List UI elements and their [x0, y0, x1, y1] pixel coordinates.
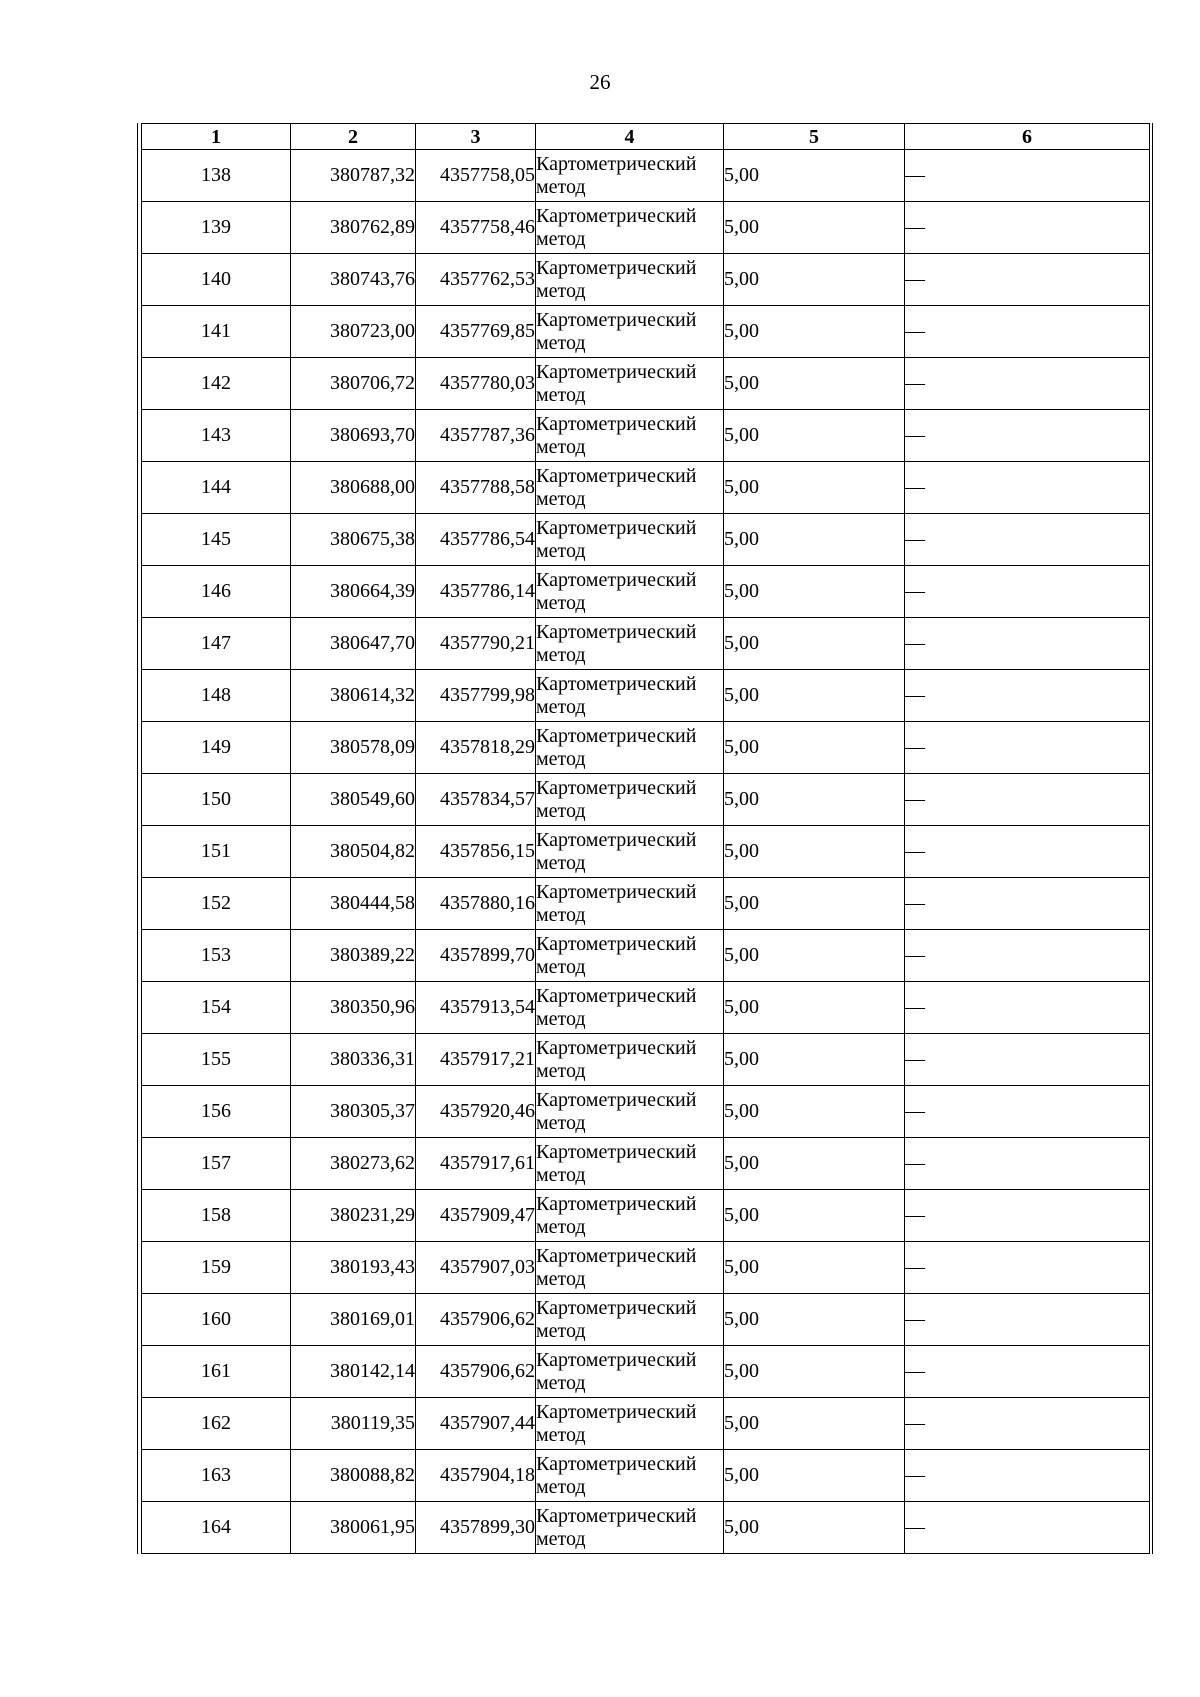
method-cell: [536, 462, 724, 514]
x-coordinate-cell: 380169,01: [291, 1294, 416, 1346]
accuracy-cell: 5,00: [724, 774, 905, 826]
point-number-cell: 143: [142, 410, 291, 462]
note-cell: —: [905, 150, 1150, 202]
method-line-1: Картометрический: [536, 360, 697, 383]
accuracy-cell: 5,00: [724, 826, 905, 878]
x-coordinate-cell: 380231,29: [291, 1190, 416, 1242]
note-cell: —: [905, 202, 1150, 254]
table-row: [142, 1346, 1150, 1398]
y-coordinate-cell: 4357904,18: [416, 1450, 536, 1502]
accuracy-cell: 5,00: [724, 514, 905, 566]
y-coordinate-cell: 4357786,14: [416, 566, 536, 618]
note-cell: —: [905, 410, 1150, 462]
y-coordinate-cell: 4357920,46: [416, 1086, 536, 1138]
point-number-cell: 142: [142, 358, 291, 410]
table-row: [142, 774, 1150, 826]
column-header-5: 5: [724, 124, 905, 150]
method-line-2: метод: [536, 903, 586, 926]
point-number-cell: 147: [142, 618, 291, 670]
x-coordinate-cell: 380193,43: [291, 1242, 416, 1294]
note-cell: —: [905, 1450, 1150, 1502]
note-cell: —: [905, 618, 1150, 670]
method-line-1: Картометрический: [536, 1244, 697, 1267]
table-row: [142, 722, 1150, 774]
table-row: [142, 254, 1150, 306]
point-number-cell: 160: [142, 1294, 291, 1346]
accuracy-cell: 5,00: [724, 878, 905, 930]
x-coordinate-cell: 380723,00: [291, 306, 416, 358]
accuracy-cell: 5,00: [724, 1450, 905, 1502]
method-line-2: метод: [536, 1267, 586, 1290]
accuracy-cell: 5,00: [724, 306, 905, 358]
x-coordinate-cell: 380647,70: [291, 618, 416, 670]
method-line-2: метод: [536, 1059, 586, 1082]
y-coordinate-cell: 4357913,54: [416, 982, 536, 1034]
point-number-cell: 155: [142, 1034, 291, 1086]
x-coordinate-cell: 380504,82: [291, 826, 416, 878]
x-coordinate-cell: 380688,00: [291, 462, 416, 514]
table-row: [142, 930, 1150, 982]
method-line-1: Картометрический: [536, 724, 697, 747]
method-line-2: метод: [536, 591, 586, 614]
note-cell: —: [905, 1086, 1150, 1138]
table-row: [142, 1190, 1150, 1242]
method-cell: [536, 1346, 724, 1398]
accuracy-cell: 5,00: [724, 1190, 905, 1242]
method-line-2: метод: [536, 1163, 586, 1186]
accuracy-cell: 5,00: [724, 1034, 905, 1086]
x-coordinate-cell: 380061,95: [291, 1502, 416, 1554]
method-line-2: метод: [536, 1215, 586, 1238]
y-coordinate-cell: 4357909,47: [416, 1190, 536, 1242]
method-line-2: метод: [536, 747, 586, 770]
y-coordinate-cell: 4357780,03: [416, 358, 536, 410]
x-coordinate-cell: 380088,82: [291, 1450, 416, 1502]
point-number-cell: 164: [142, 1502, 291, 1554]
table-header-row: [142, 124, 1150, 150]
method-cell: [536, 774, 724, 826]
x-coordinate-cell: 380350,96: [291, 982, 416, 1034]
method-line-1: Картометрический: [536, 880, 697, 903]
point-number-cell: 156: [142, 1086, 291, 1138]
method-line-2: метод: [536, 331, 586, 354]
x-coordinate-cell: 380549,60: [291, 774, 416, 826]
accuracy-cell: 5,00: [724, 1294, 905, 1346]
method-cell: [536, 826, 724, 878]
point-number-cell: 145: [142, 514, 291, 566]
note-cell: —: [905, 1398, 1150, 1450]
method-line-2: метод: [536, 695, 586, 718]
note-cell: —: [905, 982, 1150, 1034]
method-cell: [536, 514, 724, 566]
table-row: [142, 410, 1150, 462]
accuracy-cell: 5,00: [724, 462, 905, 514]
method-cell: [536, 1034, 724, 1086]
table-row: [142, 1502, 1150, 1554]
note-cell: —: [905, 514, 1150, 566]
method-line-1: Картометрический: [536, 1452, 697, 1475]
coordinates-table: [141, 123, 1150, 1554]
accuracy-cell: 5,00: [724, 566, 905, 618]
y-coordinate-cell: 4357907,44: [416, 1398, 536, 1450]
method-line-1: Картометрический: [536, 412, 697, 435]
point-number-cell: 150: [142, 774, 291, 826]
table-row: [142, 306, 1150, 358]
table-row: [142, 670, 1150, 722]
method-cell: [536, 358, 724, 410]
accuracy-cell: 5,00: [724, 670, 905, 722]
note-cell: —: [905, 1294, 1150, 1346]
point-number-cell: 153: [142, 930, 291, 982]
point-number-cell: 157: [142, 1138, 291, 1190]
table-row: [142, 1398, 1150, 1450]
method-line-1: Картометрический: [536, 152, 697, 175]
accuracy-cell: 5,00: [724, 1346, 905, 1398]
method-cell: [536, 930, 724, 982]
method-cell: [536, 306, 724, 358]
method-line-1: Картометрический: [536, 620, 697, 643]
y-coordinate-cell: 4357799,98: [416, 670, 536, 722]
x-coordinate-cell: 380119,35: [291, 1398, 416, 1450]
note-cell: —: [905, 254, 1150, 306]
point-number-cell: 162: [142, 1398, 291, 1450]
table-row: [142, 1242, 1150, 1294]
method-line-2: метод: [536, 279, 586, 302]
point-number-cell: 149: [142, 722, 291, 774]
table-row: [142, 202, 1150, 254]
method-cell: [536, 1294, 724, 1346]
table-row: [142, 1034, 1150, 1086]
method-line-2: метод: [536, 1371, 586, 1394]
method-cell: [536, 566, 724, 618]
accuracy-cell: 5,00: [724, 1086, 905, 1138]
column-header-2: 2: [291, 124, 416, 150]
method-line-2: метод: [536, 1423, 586, 1446]
note-cell: —: [905, 722, 1150, 774]
method-line-1: Картометрический: [536, 1400, 697, 1423]
method-cell: [536, 254, 724, 306]
method-line-1: Картометрический: [536, 1504, 697, 1527]
note-cell: —: [905, 774, 1150, 826]
point-number-cell: 158: [142, 1190, 291, 1242]
method-line-1: Картометрический: [536, 516, 697, 539]
note-cell: —: [905, 1190, 1150, 1242]
y-coordinate-cell: 4357818,29: [416, 722, 536, 774]
table-row: [142, 878, 1150, 930]
table-row: [142, 826, 1150, 878]
method-cell: [536, 670, 724, 722]
point-number-cell: 146: [142, 566, 291, 618]
method-cell: [536, 982, 724, 1034]
method-cell: [536, 618, 724, 670]
method-line-1: Картометрический: [536, 672, 697, 695]
point-number-cell: 144: [142, 462, 291, 514]
note-cell: —: [905, 566, 1150, 618]
accuracy-cell: 5,00: [724, 930, 905, 982]
method-cell: [536, 410, 724, 462]
method-line-2: метод: [536, 1007, 586, 1030]
method-line-1: Картометрический: [536, 828, 697, 851]
method-line-2: метод: [536, 643, 586, 666]
table-row: [142, 1450, 1150, 1502]
y-coordinate-cell: 4357790,21: [416, 618, 536, 670]
method-line-1: Картометрический: [536, 308, 697, 331]
table-row: [142, 150, 1150, 202]
note-cell: —: [905, 930, 1150, 982]
table-row: [142, 358, 1150, 410]
accuracy-cell: 5,00: [724, 1398, 905, 1450]
method-line-2: метод: [536, 1475, 586, 1498]
table-row: [142, 1138, 1150, 1190]
page-number: 26: [589, 70, 611, 94]
table-row: [142, 514, 1150, 566]
table-row: [142, 982, 1150, 1034]
column-header-1: 1: [142, 124, 291, 150]
x-coordinate-cell: 380743,76: [291, 254, 416, 306]
note-cell: —: [905, 1242, 1150, 1294]
method-line-2: метод: [536, 175, 586, 198]
point-number-cell: 163: [142, 1450, 291, 1502]
note-cell: —: [905, 1034, 1150, 1086]
method-line-1: Картометрический: [536, 1348, 697, 1371]
method-line-1: Картометрический: [536, 568, 697, 591]
note-cell: —: [905, 1346, 1150, 1398]
x-coordinate-cell: 380706,72: [291, 358, 416, 410]
point-number-cell: 152: [142, 878, 291, 930]
accuracy-cell: 5,00: [724, 618, 905, 670]
method-line-1: Картометрический: [536, 204, 697, 227]
note-cell: —: [905, 1502, 1150, 1554]
method-cell: [536, 202, 724, 254]
method-cell: [536, 1398, 724, 1450]
method-line-2: метод: [536, 799, 586, 822]
method-line-1: Картометрический: [536, 464, 697, 487]
method-line-2: метод: [536, 1111, 586, 1134]
point-number-cell: 151: [142, 826, 291, 878]
y-coordinate-cell: 4357758,46: [416, 202, 536, 254]
method-line-2: метод: [536, 851, 586, 874]
x-coordinate-cell: 380389,22: [291, 930, 416, 982]
y-coordinate-cell: 4357788,58: [416, 462, 536, 514]
accuracy-cell: 5,00: [724, 982, 905, 1034]
x-coordinate-cell: 380444,58: [291, 878, 416, 930]
y-coordinate-cell: 4357880,16: [416, 878, 536, 930]
table-row: [142, 1086, 1150, 1138]
coordinates-table-frame: [137, 123, 1153, 1554]
y-coordinate-cell: 4357769,85: [416, 306, 536, 358]
x-coordinate-cell: 380675,38: [291, 514, 416, 566]
accuracy-cell: 5,00: [724, 410, 905, 462]
x-coordinate-cell: 380762,89: [291, 202, 416, 254]
method-line-1: Картометрический: [536, 776, 697, 799]
table-row: [142, 618, 1150, 670]
accuracy-cell: 5,00: [724, 1242, 905, 1294]
y-coordinate-cell: 4357907,03: [416, 1242, 536, 1294]
method-line-2: метод: [536, 383, 586, 406]
method-line-1: Картометрический: [536, 1088, 697, 1111]
method-line-2: метод: [536, 1319, 586, 1342]
method-line-1: Картометрический: [536, 1192, 697, 1215]
x-coordinate-cell: 380664,39: [291, 566, 416, 618]
method-line-2: метод: [536, 487, 586, 510]
x-coordinate-cell: 380693,70: [291, 410, 416, 462]
method-cell: [536, 722, 724, 774]
note-cell: —: [905, 358, 1150, 410]
x-coordinate-cell: 380578,09: [291, 722, 416, 774]
point-number-cell: 140: [142, 254, 291, 306]
note-cell: —: [905, 1138, 1150, 1190]
column-header-6: 6: [905, 124, 1150, 150]
method-line-1: Картометрический: [536, 1036, 697, 1059]
point-number-cell: 139: [142, 202, 291, 254]
table-row: [142, 462, 1150, 514]
method-cell: [536, 1242, 724, 1294]
table-row: [142, 1294, 1150, 1346]
point-number-cell: 159: [142, 1242, 291, 1294]
y-coordinate-cell: 4357906,62: [416, 1346, 536, 1398]
method-cell: [536, 1086, 724, 1138]
table-body: [142, 150, 1150, 1554]
method-line-1: Картометрический: [536, 1296, 697, 1319]
accuracy-cell: 5,00: [724, 1502, 905, 1554]
method-line-2: метод: [536, 435, 586, 458]
method-cell: [536, 1190, 724, 1242]
method-line-1: Картометрический: [536, 932, 697, 955]
y-coordinate-cell: 4357786,54: [416, 514, 536, 566]
x-coordinate-cell: 380336,31: [291, 1034, 416, 1086]
x-coordinate-cell: 380273,62: [291, 1138, 416, 1190]
method-line-1: Картометрический: [536, 984, 697, 1007]
y-coordinate-cell: 4357787,36: [416, 410, 536, 462]
y-coordinate-cell: 4357917,61: [416, 1138, 536, 1190]
y-coordinate-cell: 4357758,05: [416, 150, 536, 202]
method-line-1: Картометрический: [536, 1140, 697, 1163]
x-coordinate-cell: 380787,32: [291, 150, 416, 202]
method-line-2: метод: [536, 955, 586, 978]
method-cell: [536, 878, 724, 930]
x-coordinate-cell: 380305,37: [291, 1086, 416, 1138]
method-line-2: метод: [536, 539, 586, 562]
method-cell: [536, 1138, 724, 1190]
note-cell: —: [905, 462, 1150, 514]
point-number-cell: 161: [142, 1346, 291, 1398]
table-row: [142, 566, 1150, 618]
y-coordinate-cell: 4357834,57: [416, 774, 536, 826]
method-cell: [536, 1502, 724, 1554]
method-line-2: метод: [536, 227, 586, 250]
x-coordinate-cell: 380614,32: [291, 670, 416, 722]
y-coordinate-cell: 4357917,21: [416, 1034, 536, 1086]
method-line-1: Картометрический: [536, 256, 697, 279]
y-coordinate-cell: 4357899,30: [416, 1502, 536, 1554]
column-header-4: 4: [536, 124, 724, 150]
accuracy-cell: 5,00: [724, 358, 905, 410]
point-number-cell: 154: [142, 982, 291, 1034]
point-number-cell: 138: [142, 150, 291, 202]
method-cell: [536, 1450, 724, 1502]
method-cell: [536, 150, 724, 202]
accuracy-cell: 5,00: [724, 150, 905, 202]
note-cell: —: [905, 878, 1150, 930]
accuracy-cell: 5,00: [724, 722, 905, 774]
y-coordinate-cell: 4357856,15: [416, 826, 536, 878]
accuracy-cell: 5,00: [724, 202, 905, 254]
accuracy-cell: 5,00: [724, 254, 905, 306]
accuracy-cell: 5,00: [724, 1138, 905, 1190]
note-cell: —: [905, 670, 1150, 722]
note-cell: —: [905, 826, 1150, 878]
column-header-3: 3: [416, 124, 536, 150]
x-coordinate-cell: 380142,14: [291, 1346, 416, 1398]
y-coordinate-cell: 4357906,62: [416, 1294, 536, 1346]
y-coordinate-cell: 4357762,53: [416, 254, 536, 306]
method-line-2: метод: [536, 1527, 586, 1550]
point-number-cell: 141: [142, 306, 291, 358]
note-cell: —: [905, 306, 1150, 358]
point-number-cell: 148: [142, 670, 291, 722]
y-coordinate-cell: 4357899,70: [416, 930, 536, 982]
